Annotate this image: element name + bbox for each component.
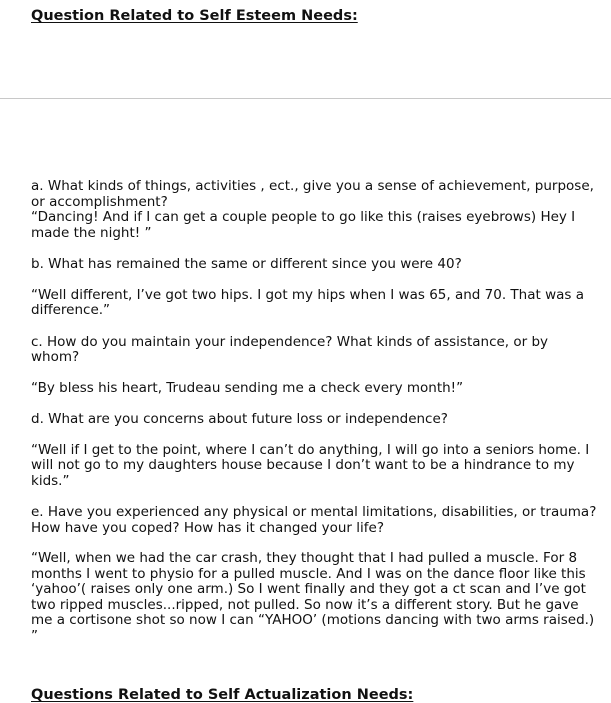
answer-d: “Well if I get to the point, where I can’t do anything, I will go into a seniors home. I will not go to my daughters house because I don’t want to be a hindrance to my kids.” — [31, 441, 590, 489]
questions-list — [31, 179, 597, 644]
answer-c: “By bless his heart, Trudeau sending me a check every month!” — [31, 379, 464, 396]
answer-b: “Well different, I’ve got two hips. I got my hips when I was 65, and 70. That was a difference.” — [31, 286, 584, 318]
question-e: e. Have you experienced any physical or mental limitations, disabilities, or trauma? How have you coped? How has it changed your life? — [31, 504, 597, 536]
section-heading-self-actualization: Questions Related to Self Actualization Needs: — [31, 687, 414, 703]
section-heading-self-esteem: Question Related to Self Esteem Needs: — [31, 8, 358, 24]
question-d: d. What are you concerns about future loss or independence? — [31, 411, 448, 427]
page-divider — [0, 98, 611, 99]
answer-a: “Dancing! And if I can get a couple people to go like this (raises eyebrows) Hey I made the night! ” — [31, 209, 576, 241]
question-c: c. How do you maintain your independence? What kinds of assistance, or by whom? — [31, 333, 549, 365]
answer-e: “Well, when we had the car crash, they thought that I had pulled a muscle. For 8 months I went to physio for a pulled muscle. And I was on the dance floor like this ‘yahoo’( raises only one arm.) So I went finally and they got a ct scan and I’ve got two ripped muscles...ripped, not pulled. So now it’s a different story. But he gave me a cortisone shot so now I can “YAHOO’ (motions dancing with two arms raised.) ” — [31, 550, 595, 644]
question-b: b. What has remained the same or different since you were 40? — [31, 256, 462, 272]
question-a: a. What kinds of things, activities , ect., give you a sense of achievement, purpose, or accomplishment? — [31, 178, 594, 210]
